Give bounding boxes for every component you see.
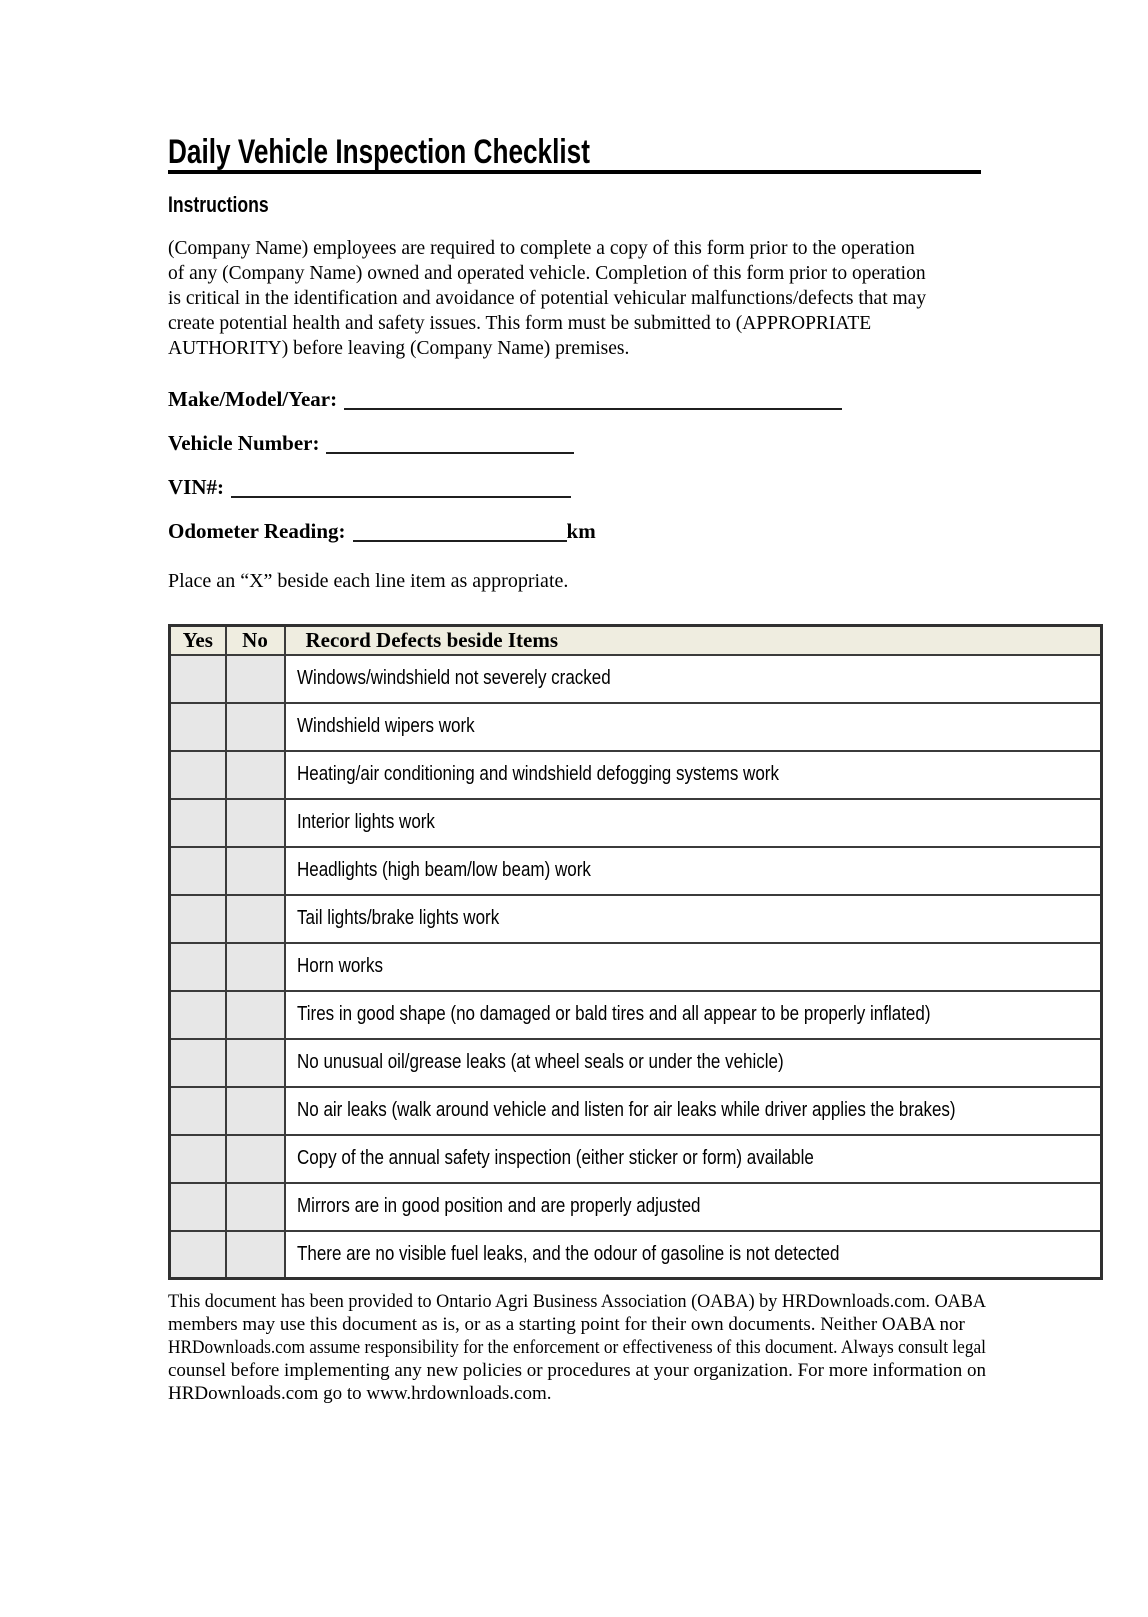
checklist-item-label: Heating/air conditioning and windshield defogging systems work xyxy=(296,763,779,785)
checklist-item-cell xyxy=(285,1039,1102,1087)
yes-column-header: Yes xyxy=(170,626,226,655)
page-title xyxy=(168,132,981,174)
paragraph-line-text: of any (Company Name) owned and operated vehicle. Completion of this form prior to operation xyxy=(168,263,926,284)
yes-checkbox-cell[interactable] xyxy=(170,751,226,799)
checklist-item-cell xyxy=(285,1183,1102,1231)
yes-checkbox-cell[interactable] xyxy=(170,1039,226,1087)
yes-checkbox-cell[interactable] xyxy=(170,991,226,1039)
field-make-model-year xyxy=(168,387,1148,413)
footer-line-text: HRDownloads.com go to www.hrdownloads.com. xyxy=(168,1383,552,1404)
vin-label: VIN#: xyxy=(168,475,224,499)
checklist-item-label: Windshield wipers work xyxy=(296,715,475,737)
checklist-item-label: There are no visible fuel leaks, and the odour of gasoline is not detected xyxy=(296,1242,839,1265)
checklist-item-label: Tires in good shape (no damaged or bald tires and all appear to be properly inflated) xyxy=(296,1003,930,1025)
checklist-item-label: Horn works xyxy=(296,955,383,977)
paragraph-line-text: AUTHORITY) before leaving (Company Name) premises. xyxy=(168,338,630,359)
place-x-note-text: Place an “X” beside each line item as appropriate. xyxy=(168,570,569,592)
table-row xyxy=(170,1231,1102,1279)
checklist-item-cell xyxy=(285,1087,1102,1135)
table-row xyxy=(170,1087,1102,1135)
no-checkbox-cell[interactable] xyxy=(226,1135,285,1183)
footer-line xyxy=(168,1382,986,1405)
checklist-item-cell xyxy=(285,991,1102,1039)
table-row xyxy=(170,1039,1102,1087)
yes-checkbox-cell[interactable] xyxy=(170,655,226,703)
checklist-item-label: Headlights (high beam/low beam) work xyxy=(296,859,591,881)
no-checkbox-cell[interactable] xyxy=(226,655,285,703)
footer-line-text: counsel before implementing any new policies or procedures at your organization. For more information on xyxy=(168,1360,986,1381)
checklist-table xyxy=(168,624,1103,1280)
yes-checkbox-cell[interactable] xyxy=(170,943,226,991)
yes-checkbox-cell[interactable] xyxy=(170,799,226,847)
yes-checkbox-cell[interactable] xyxy=(170,1183,226,1231)
yes-checkbox-cell[interactable] xyxy=(170,703,226,751)
paragraph-line xyxy=(168,236,984,261)
footer-line xyxy=(168,1359,986,1382)
checklist-item-cell xyxy=(285,751,1102,799)
field-odometer-reading xyxy=(168,519,1148,545)
checklist-item-cell xyxy=(285,943,1102,991)
checklist-item-label: No unusual oil/grease leaks (at wheel seals or under the vehicle) xyxy=(296,1051,784,1073)
no-checkbox-cell[interactable] xyxy=(226,895,285,943)
checklist-item-label: No air leaks (walk around vehicle and listen for air leaks while driver applies the brakes) xyxy=(296,1099,956,1121)
checklist-item-cell xyxy=(285,1135,1102,1183)
table-row xyxy=(170,655,1102,703)
no-column-header: No xyxy=(226,626,285,655)
vehicle-number-input-line[interactable] xyxy=(326,434,574,454)
field-vehicle-number xyxy=(168,431,1148,457)
checklist-item-cell xyxy=(285,703,1102,751)
table-header-row xyxy=(170,626,1102,655)
table-row xyxy=(170,1135,1102,1183)
field-vin xyxy=(168,475,1148,501)
make-model-year-input-line[interactable] xyxy=(344,390,842,410)
checklist-table-body xyxy=(170,655,1102,1279)
yes-checkbox-cell[interactable] xyxy=(170,1135,226,1183)
no-checkbox-cell[interactable] xyxy=(226,799,285,847)
footer-line xyxy=(168,1336,986,1359)
footer-line-text: HRDownloads.com assume responsibility for the enforcement or effectiveness of this document. Always consult legal xyxy=(168,1337,986,1358)
checklist-item-cell xyxy=(285,847,1102,895)
footer-line-text: members may use this document as is, or as a starting point for their own documents. Neither OABA nor xyxy=(168,1314,965,1335)
yes-checkbox-cell[interactable] xyxy=(170,895,226,943)
make-model-year-label: Make/Model/Year: xyxy=(168,387,338,411)
no-checkbox-cell[interactable] xyxy=(226,703,285,751)
odometer-reading-input-line[interactable] xyxy=(353,522,567,542)
paragraph-line xyxy=(168,336,984,361)
vin-input-line[interactable] xyxy=(231,478,571,498)
footer-line xyxy=(168,1313,986,1336)
vehicle-number-label: Vehicle Number: xyxy=(168,431,320,455)
instructions-heading-text: Instructions xyxy=(168,192,269,217)
document-page xyxy=(0,132,1148,1617)
table-row xyxy=(170,895,1102,943)
checklist-item-cell xyxy=(285,799,1102,847)
checklist-item-cell xyxy=(285,1231,1102,1279)
table-row xyxy=(170,751,1102,799)
no-checkbox-cell[interactable] xyxy=(226,1087,285,1135)
no-checkbox-cell[interactable] xyxy=(226,751,285,799)
table-row xyxy=(170,991,1102,1039)
no-checkbox-cell[interactable] xyxy=(226,943,285,991)
checklist-item-cell xyxy=(285,895,1102,943)
paragraph-line xyxy=(168,311,984,336)
paragraph-line xyxy=(168,261,984,286)
defects-column-header: Record Defects beside Items xyxy=(285,626,1102,655)
checklist-item-label: Copy of the annual safety inspection (either sticker or form) available xyxy=(296,1147,814,1169)
yes-checkbox-cell[interactable] xyxy=(170,1087,226,1135)
paragraph-line-text: is critical in the identification and avoidance of potential vehicular malfunctions/defects that may xyxy=(168,288,927,309)
table-row xyxy=(170,703,1102,751)
table-row xyxy=(170,943,1102,991)
place-x-note xyxy=(168,569,1148,593)
table-row xyxy=(170,799,1102,847)
checklist-item-label: Windows/windshield not severely cracked xyxy=(296,667,611,689)
paragraph-line-text: create potential health and safety issues. This form must be submitted to (APPROPRIATE xyxy=(168,313,872,334)
instructions-paragraph xyxy=(168,236,984,361)
checklist-item-label: Interior lights work xyxy=(296,811,435,833)
no-checkbox-cell[interactable] xyxy=(226,991,285,1039)
checklist-item-label: Tail lights/brake lights work xyxy=(296,907,499,929)
odometer-km-suffix: km xyxy=(566,519,596,543)
yes-checkbox-cell[interactable] xyxy=(170,847,226,895)
instructions-heading xyxy=(168,192,1148,218)
paragraph-line xyxy=(168,286,984,311)
paragraph-line-text: (Company Name) employees are required to complete a copy of this form prior to the operation xyxy=(168,238,915,259)
table-row xyxy=(170,847,1102,895)
table-row xyxy=(170,1183,1102,1231)
yes-checkbox-cell[interactable] xyxy=(170,1231,226,1279)
checklist-item-cell xyxy=(285,655,1102,703)
page-title-text: Daily Vehicle Inspection Checklist xyxy=(168,133,590,171)
footer-line-text: This document has been provided to Ontario Agri Business Association (OABA) by HRDownloads.com. OABA xyxy=(168,1291,986,1312)
footer-line xyxy=(168,1290,986,1313)
odometer-reading-label: Odometer Reading: xyxy=(168,519,346,543)
no-checkbox-cell[interactable] xyxy=(226,1231,285,1279)
no-checkbox-cell[interactable] xyxy=(226,847,285,895)
footer-note xyxy=(168,1290,986,1405)
checklist-item-label: Mirrors are in good position and are properly adjusted xyxy=(296,1195,701,1217)
no-checkbox-cell[interactable] xyxy=(226,1183,285,1231)
no-checkbox-cell[interactable] xyxy=(226,1039,285,1087)
